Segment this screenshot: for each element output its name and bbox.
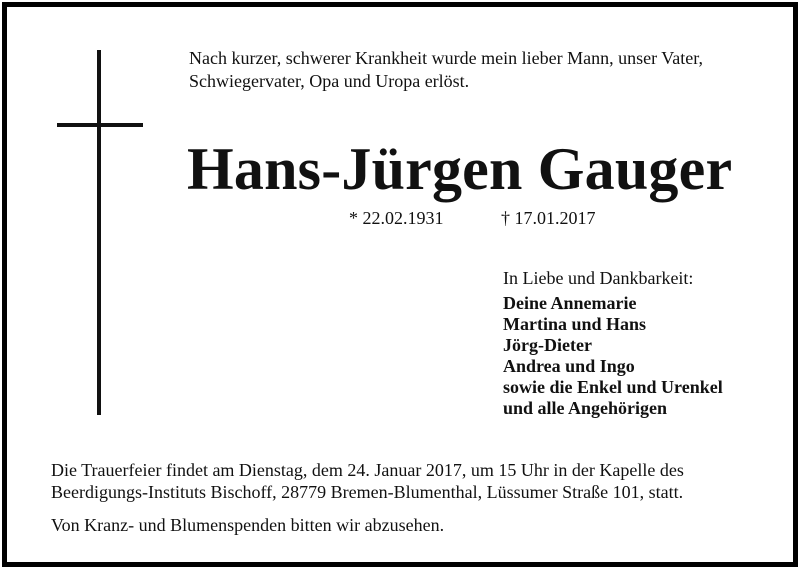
mourner-name: und alle Angehörigen <box>503 398 668 418</box>
cross-icon-bar <box>57 123 143 127</box>
intro-text <box>189 47 789 93</box>
mourners-list <box>503 293 723 419</box>
mourners-intro: In Liebe und Dankbarkeit: <box>503 268 694 288</box>
service-info <box>51 459 791 503</box>
obituary-frame <box>2 2 798 567</box>
intro-line-1: Nach kurzer, schwerer Krankheit wurde mein lieber Mann, unser Vater, <box>189 48 704 68</box>
cross-icon <box>97 50 101 415</box>
mourner-name: Deine Annemarie <box>503 293 637 313</box>
intro-line-2: Schwiegervater, Opa und Uropa erlöst. <box>189 71 470 91</box>
mourner-name: Martina und Hans <box>503 314 647 334</box>
mourner-name: Jörg-Dieter <box>503 335 592 355</box>
service-line-2: Beerdigungs-Instituts Bischoff, 28779 Bremen-Blumenthal, Lüssumer Straße 101, statt. <box>51 482 684 502</box>
deceased-name: Hans-Jürgen Gauger <box>187 136 733 202</box>
death-date: † 17.01.2017 <box>501 208 596 228</box>
birth-date: * 22.02.1931 <box>349 208 444 228</box>
mourner-name: sowie die Enkel und Urenkel <box>503 377 723 397</box>
flowers-note: Von Kranz- und Blumenspenden bitten wir abzusehen. <box>51 515 445 535</box>
service-line-1: Die Trauerfeier findet am Dienstag, dem 24. Januar 2017, um 15 Uhr in der Kapelle des <box>51 460 684 480</box>
mourner-name: Andrea und Ingo <box>503 356 635 376</box>
